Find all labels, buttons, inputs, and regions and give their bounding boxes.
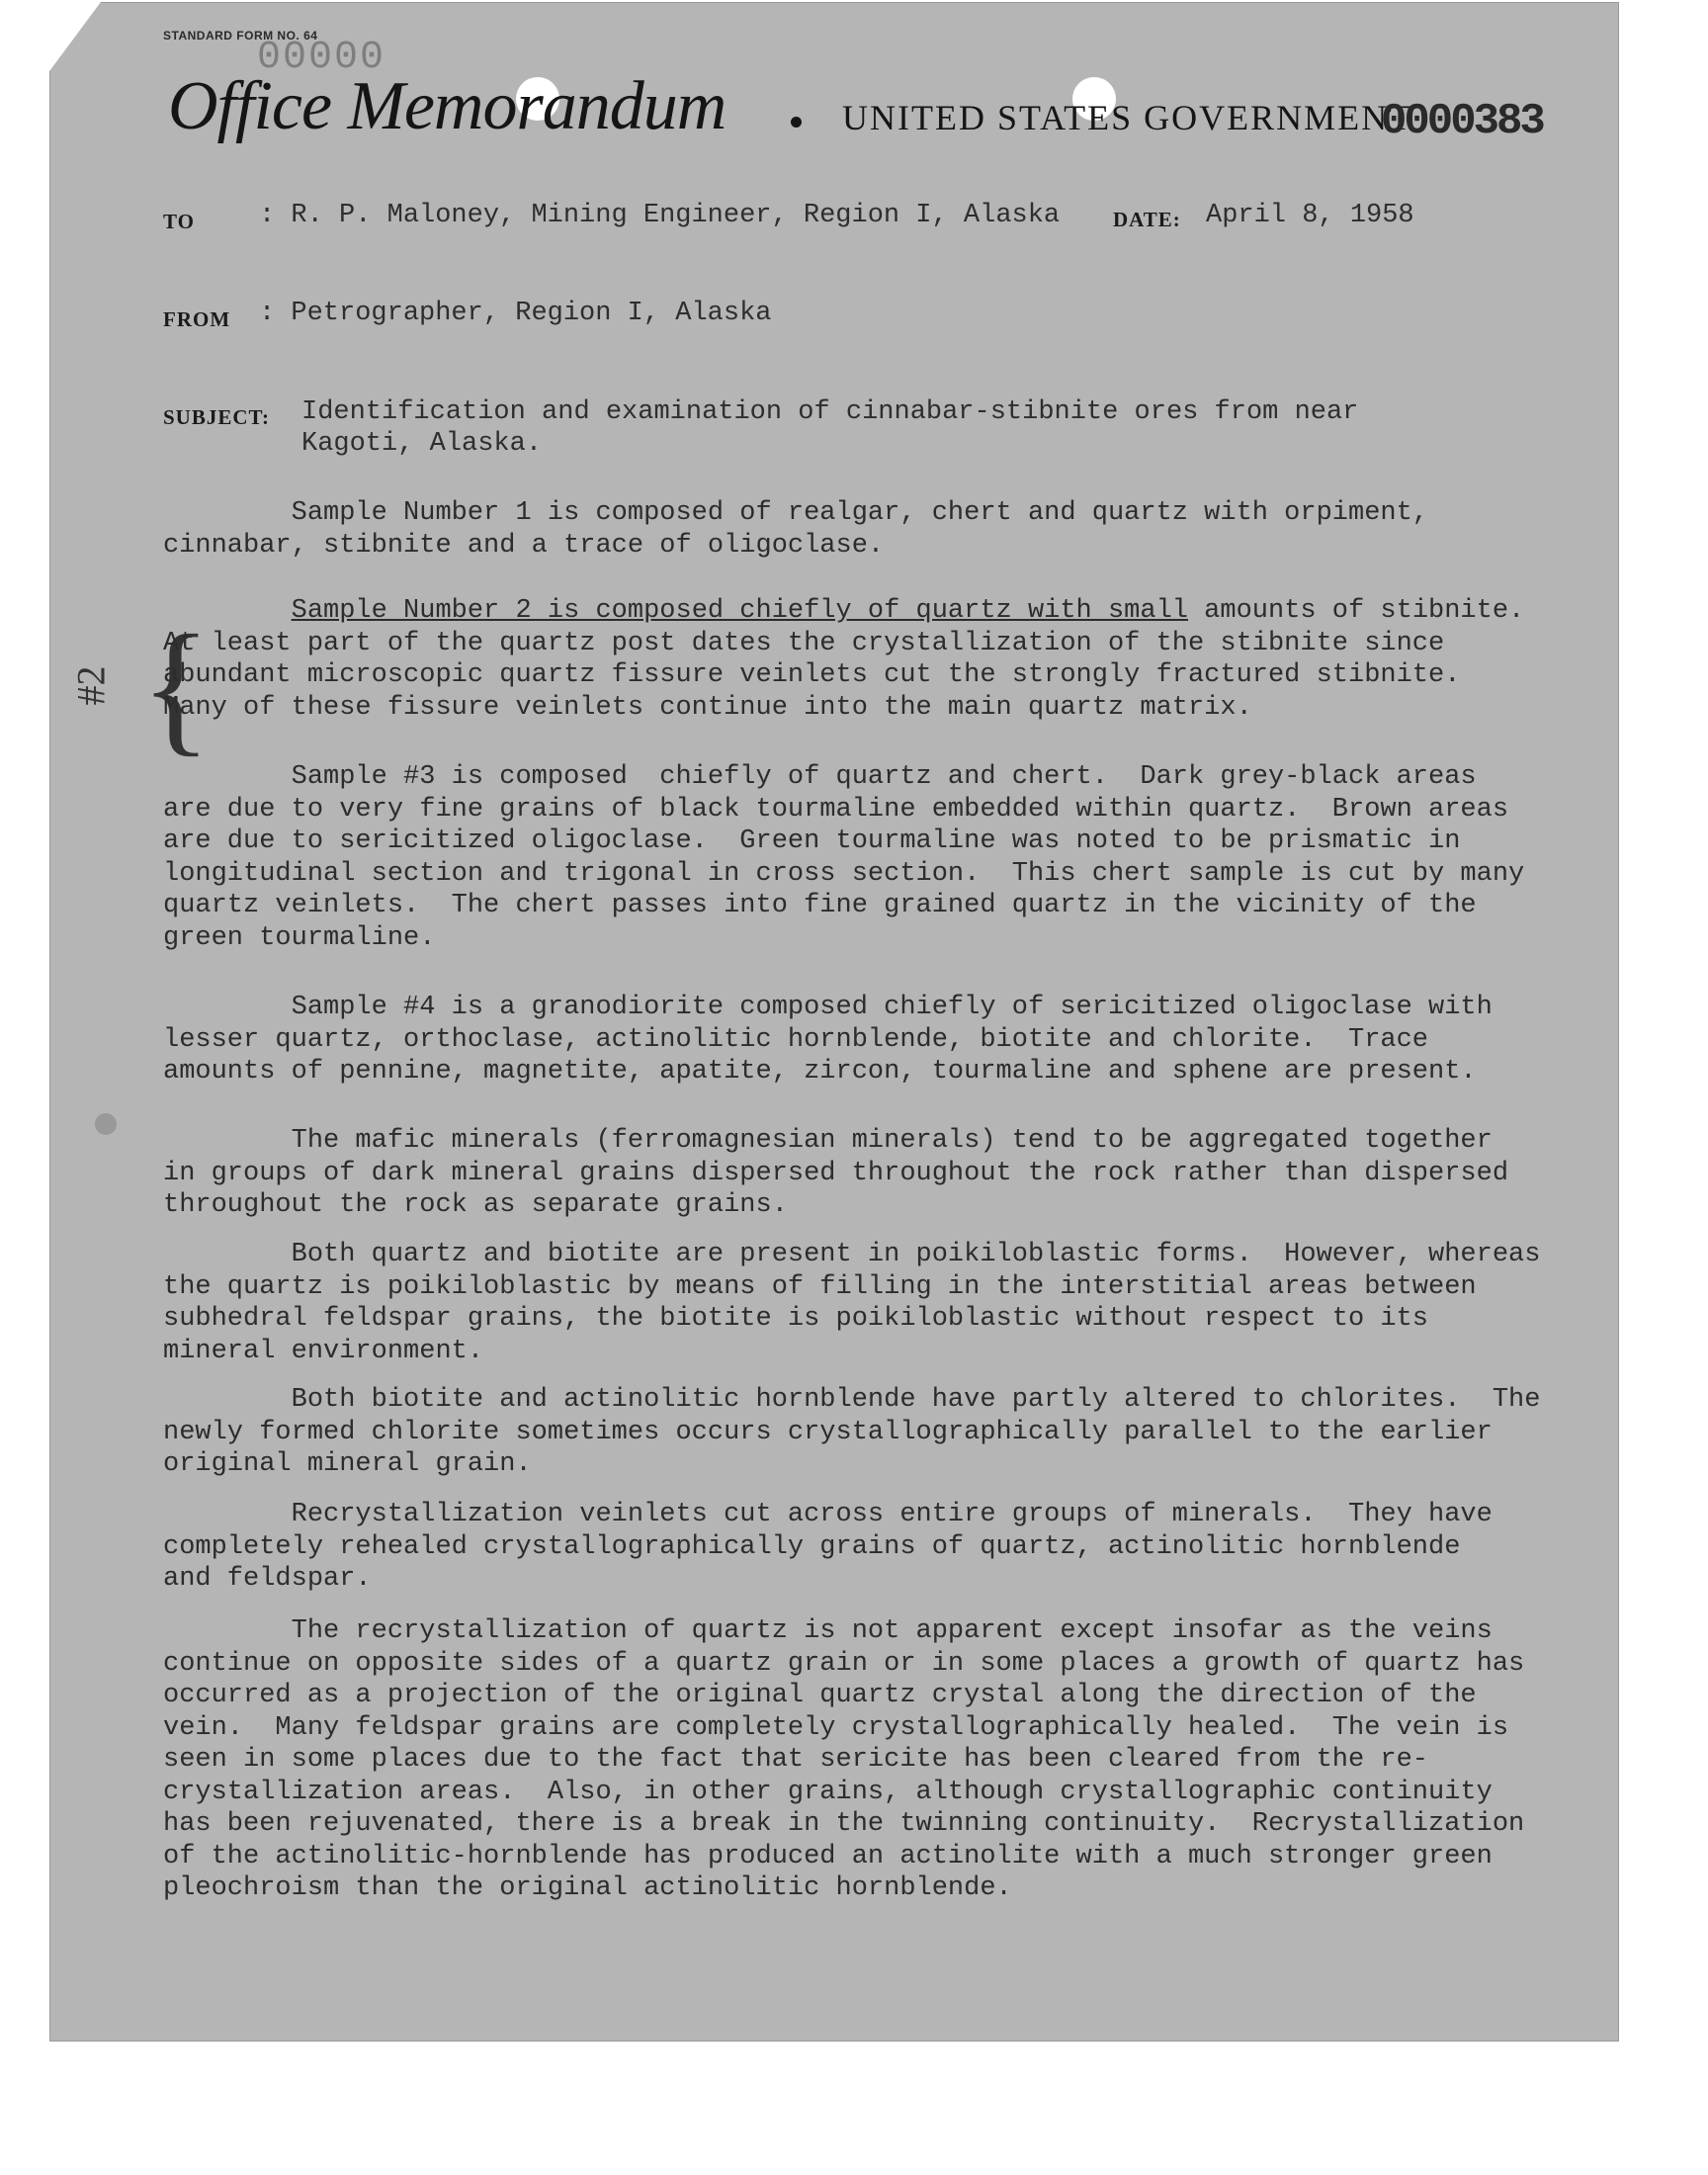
form-number: STANDARD FORM NO. 64 xyxy=(163,29,318,43)
text-line: vein. Many feldspar grains are completely crystallographically healed. The vein is xyxy=(163,1712,1509,1743)
text-line: in groups of dark mineral grains dispersed throughout the rock rather than dispersed xyxy=(163,1158,1509,1188)
paragraph-mafic-minerals xyxy=(163,1125,1577,1222)
text-line: pleochroism than the original actinolitic hornblende. xyxy=(163,1873,1012,1903)
text-line: throughout the rock as separate grains. xyxy=(163,1190,788,1220)
top-stamp-number: 00000 xyxy=(257,36,386,80)
text-line: Recrystallization veinlets cut across entire groups of minerals. They have xyxy=(163,1500,1493,1529)
text-line: newly formed chlorite sometimes occurs crystallographically parallel to the earlier xyxy=(163,1417,1493,1447)
paragraph-recrystallization-quartz xyxy=(163,1615,1577,1905)
to-value: : R. P. Maloney, Mining Engineer, Region I, Alaska xyxy=(259,201,1061,230)
underlined-text: Sample Number 2 is composed chiefly of quartz with small xyxy=(291,596,1188,626)
from-label: FROM xyxy=(163,307,231,331)
subject-line-1: Identification and examination of cinnabar-stibnite ores from near xyxy=(301,397,1359,427)
text-line: The recrystallization of quartz is not apparent except insofar as the veins xyxy=(163,1616,1493,1646)
to-label: TO xyxy=(163,210,195,233)
text-line: green tourmaline. xyxy=(163,922,436,953)
date-label: DATE: xyxy=(1113,208,1181,231)
text-line: Many of these fissure veinlets continue into the main quartz matrix. xyxy=(163,692,1252,723)
text-line: At least part of the quartz post dates the crystallization of the stibnite since xyxy=(163,628,1445,658)
folded-corner xyxy=(49,2,101,71)
paragraph-sample-1 xyxy=(163,497,1577,562)
paragraph-sample-3 xyxy=(163,761,1577,954)
text-line: Sample #3 is composed chiefly of quartz and chert. Dark grey-black areas xyxy=(163,762,1477,792)
from-value: : Petrographer, Region I, Alaska xyxy=(259,299,772,328)
text-line: completely rehealed crystallographically grains of quartz, actinolitic hornblende xyxy=(163,1531,1461,1562)
text-line: amounts of pennine, magnetite, apatite, zircon, tourmaline and sphene are present. xyxy=(163,1057,1477,1087)
text-line: continue on opposite sides of a quartz grain or in some places a growth of quartz has xyxy=(163,1648,1525,1679)
text-line: lesser quartz, orthoclase, actinolitic hornblende, biotite and chlorite. Trace xyxy=(163,1024,1429,1055)
text-line: are due to very fine grains of black tourmaline embedded within quartz. Brown areas xyxy=(163,794,1509,825)
text-line: crystallization areas. Also, in other grains, although crystallographic continuity xyxy=(163,1777,1493,1807)
subject-label: SUBJECT: xyxy=(163,405,270,429)
text-line: quartz veinlets. The chert passes into fine grained quartz in the vicinity of the xyxy=(163,891,1477,920)
text-fragment: amounts of stibnite. xyxy=(1187,596,1525,626)
text-line: Both biotite and actinolitic hornblende have partly altered to chlorites. The xyxy=(163,1385,1541,1415)
text-line: occurred as a projection of the original quartz crystal along the direction of the xyxy=(163,1681,1477,1710)
text-line: subhedral feldspar grains, the biotite is poikiloblastic without respect to its xyxy=(163,1304,1429,1334)
text-line-underlined xyxy=(163,595,1577,628)
title-bullet xyxy=(791,117,802,128)
text-line: longitudinal section and trigonal in cross section. This chert sample is cut by many xyxy=(163,858,1525,889)
paragraph-sample-4 xyxy=(163,992,1577,1088)
text-line: The mafic minerals (ferromagnesian minerals) tend to be aggregated together xyxy=(163,1126,1493,1156)
subject-line-2: Kagoti, Alaska. xyxy=(301,429,543,459)
text-line: and feldspar. xyxy=(163,1564,372,1594)
text-line: original mineral grain. xyxy=(163,1449,532,1479)
text-line: mineral environment. xyxy=(163,1336,484,1366)
text-line: the quartz is poikiloblastic by means of filling in the interstitial areas between xyxy=(163,1271,1477,1302)
text-line: of the actinolitic-hornblende has produced an actinolite with a much stronger green xyxy=(163,1841,1493,1871)
date-value: April 8, 1958 xyxy=(1206,201,1414,230)
margin-handwritten-note: #2 xyxy=(68,665,114,706)
paragraph-sample-2 xyxy=(163,595,1577,724)
paragraph-recrystallization-veinlets xyxy=(163,1499,1577,1596)
text-line: cinnabar, stibnite and a trace of oligoclase. xyxy=(163,530,885,561)
text-line: Both quartz and biotite are present in poikiloblastic forms. However, whereas xyxy=(163,1240,1541,1269)
agency-name: UNITED STATES GOVERNMENT xyxy=(842,98,1413,137)
text-line: Sample Number 1 is composed of realgar, chert and quartz with orpiment, xyxy=(163,498,1429,528)
text-line: are due to sericitized oligoclase. Green tourmaline was noted to be prismatic in xyxy=(163,826,1461,856)
text-line: has been rejuvenated, there is a break in the twinning continuity. Recrystallization xyxy=(163,1809,1525,1839)
text-line: seen in some places due to the fact that sericite has been cleared from the re- xyxy=(163,1745,1429,1775)
paragraph-poikiloblastic xyxy=(163,1239,1577,1367)
paper-speck xyxy=(95,1113,117,1135)
margin-brace: { xyxy=(140,605,212,769)
paragraph-chlorites xyxy=(163,1384,1577,1481)
document-number-stamp: 0000383 xyxy=(1381,97,1543,146)
text-line: Sample #4 is a granodiorite composed chiefly of sericitized oligoclase with xyxy=(163,993,1493,1022)
text-line: abundant microscopic quartz fissure veinlets cut the strongly fractured stibnite. xyxy=(163,660,1461,690)
memo-title: Office Memorandum xyxy=(168,68,726,144)
